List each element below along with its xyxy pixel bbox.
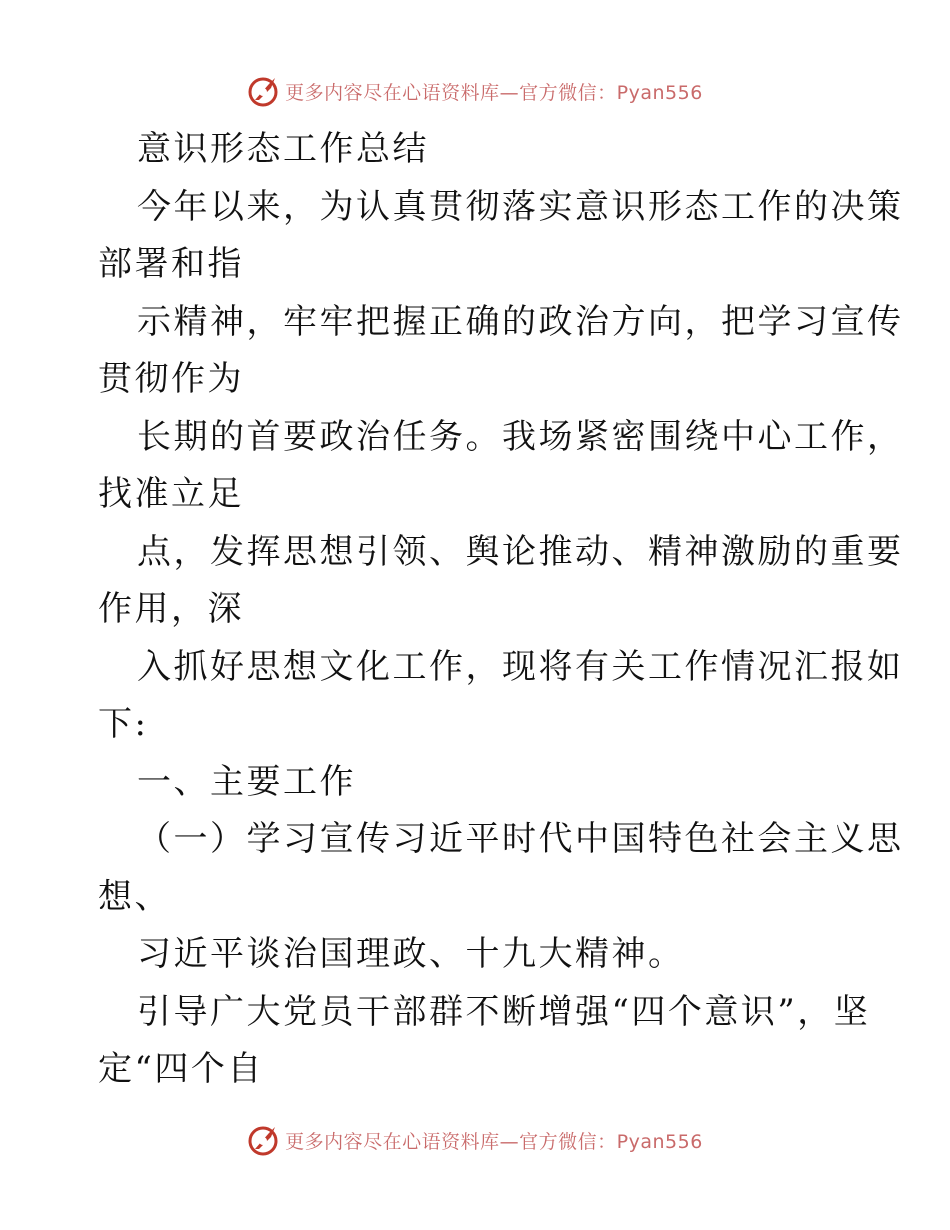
doc-line: 引导广大党员干部群不断增强“四个意识”，坚: [137, 991, 871, 1032]
quill-logo-icon: [247, 74, 281, 108]
quill-logo-icon: [247, 1123, 281, 1157]
doc-line: 贯彻作为: [98, 359, 244, 399]
doc-line: 意识形态工作总结: [137, 129, 429, 169]
doc-line: 示精神，牢牢把握正确的政治方向，把学习宣传: [137, 301, 904, 342]
doc-line: 下:: [98, 704, 149, 744]
doc-line: 定“四个自: [98, 1049, 264, 1089]
header-watermark: [0, 71, 950, 111]
doc-line: 作用，深: [98, 589, 244, 629]
doc-line: 入抓好思想文化工作，现将有关工作情况汇报如: [137, 646, 904, 687]
watermark-contact: —官方微信：Pyan556: [499, 81, 703, 104]
doc-line: 习近平谈治国理政、十九大精神。: [137, 934, 685, 974]
doc-line: （一）学习宣传习近平时代中国特色社会主义思: [137, 819, 904, 859]
section-heading: 一、主要工作: [137, 761, 356, 802]
watermark-brand: 更多内容尽在心语资料库: [285, 81, 500, 104]
doc-line: 点，发挥思想引领、舆论推动、精神激励的重要: [137, 531, 904, 572]
doc-line: 找准立足: [98, 474, 244, 514]
document-body: [98, 121, 904, 1099]
doc-line: 想、: [98, 876, 171, 917]
footer-watermark: [0, 1120, 950, 1160]
watermark-contact: —官方微信：Pyan556: [499, 1130, 703, 1153]
doc-line: 今年以来，为认真贯彻落实意识形态工作的决策: [137, 186, 904, 227]
watermark-brand: 更多内容尽在心语资料库: [285, 1130, 500, 1153]
doc-line: 长期的首要政治任务。我场紧密围绕中心工作，: [137, 416, 904, 457]
doc-line: 部署和指: [98, 244, 244, 284]
